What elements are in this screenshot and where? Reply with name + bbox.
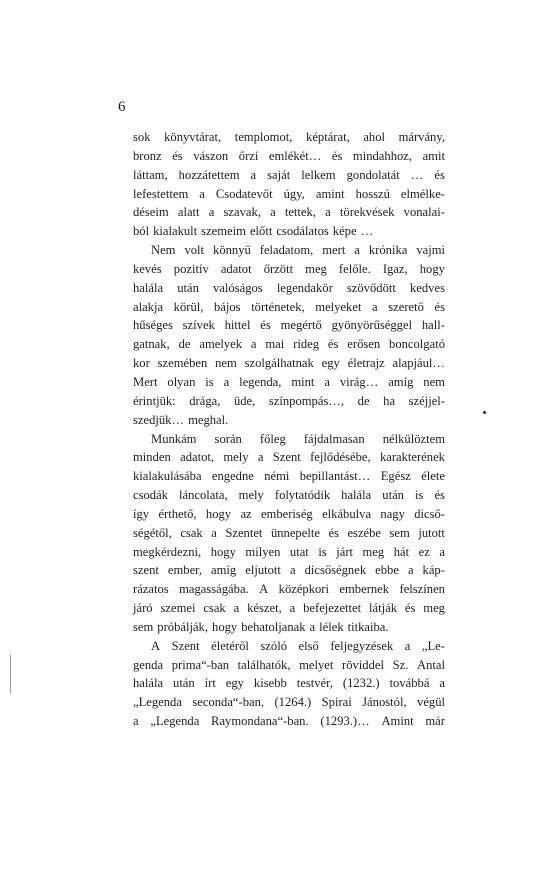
word: megértő <box>280 318 322 333</box>
word: déseim <box>133 205 169 220</box>
word: elmélke- <box>400 186 445 201</box>
word: a <box>324 374 330 389</box>
text-line <box>133 279 445 298</box>
text-line <box>133 203 445 222</box>
text-line <box>133 392 445 411</box>
word: már <box>425 714 445 729</box>
word: sok <box>133 130 151 144</box>
word: melyet <box>299 657 334 672</box>
text-line <box>133 505 445 524</box>
word: karakterének <box>379 450 445 465</box>
word: Antal <box>417 657 445 672</box>
word: széjjel- <box>408 393 445 408</box>
word: virág… <box>339 374 379 389</box>
word: adatot, <box>180 450 215 465</box>
word: (1232.) <box>342 676 380 691</box>
word: hozzátettem <box>178 167 240 182</box>
word: meghal. <box>188 412 229 427</box>
word: írt <box>204 676 216 691</box>
word: előtt <box>249 224 273 239</box>
word: meg <box>423 601 445 616</box>
word: sem <box>133 619 154 634</box>
word: csodák <box>133 488 168 503</box>
word: eljutott <box>245 563 281 578</box>
word: egy <box>321 356 340 371</box>
word: csak <box>180 525 203 540</box>
word: készet, <box>247 601 282 616</box>
word: ahol <box>363 130 385 144</box>
word: üde, <box>233 393 256 408</box>
word: után <box>177 280 199 295</box>
word: mert <box>322 243 346 258</box>
word: ségétől, <box>133 525 172 540</box>
word: saját <box>267 167 291 182</box>
word: utat <box>289 544 309 559</box>
word: olyan <box>167 374 196 389</box>
word: láttam, <box>133 167 168 182</box>
text-line <box>133 316 445 335</box>
word: könyvtárat, <box>164 130 222 144</box>
word: de <box>357 393 370 408</box>
word: minden <box>133 450 171 465</box>
text-line <box>133 674 445 693</box>
word: halála <box>133 280 164 295</box>
text-line <box>133 411 445 430</box>
word: szövődött <box>346 280 396 295</box>
word: szívek <box>182 318 215 333</box>
word: végül <box>417 695 445 710</box>
word: a <box>439 676 445 691</box>
word: szemeim <box>201 224 246 239</box>
word: élete <box>421 469 445 484</box>
word: amint <box>315 186 345 201</box>
word: lélek <box>319 619 344 634</box>
word: pozitív <box>173 261 209 276</box>
word: melyeket <box>315 299 362 314</box>
word: alapjául… <box>392 356 445 371</box>
word: hűséges <box>133 318 173 333</box>
word: gyönyörűséggel <box>331 318 413 333</box>
word: meg <box>305 261 327 276</box>
text-line <box>133 448 445 467</box>
word: szavak, <box>223 205 261 220</box>
word: és <box>327 337 339 352</box>
word: bepillantást… <box>299 469 371 484</box>
word: és <box>331 148 343 163</box>
word: Raymondana“-ban. <box>211 714 309 729</box>
word: őrzött <box>263 261 294 276</box>
text-line <box>133 618 445 637</box>
word: során <box>214 431 242 446</box>
text-line <box>133 486 445 505</box>
word: kialakulásába <box>133 469 202 484</box>
word: a <box>211 525 217 540</box>
word: az <box>240 506 252 521</box>
word: mai <box>265 337 285 352</box>
margin-mark <box>10 655 11 693</box>
word: Mert <box>133 374 158 389</box>
word: hittel <box>224 318 251 333</box>
word: seconda“-ban, <box>192 695 265 710</box>
word: milyen <box>245 544 281 559</box>
text-line <box>133 241 445 260</box>
word: tettek, <box>284 205 316 220</box>
word: adatot <box>220 261 252 276</box>
word: lelkem <box>301 167 336 182</box>
text-line <box>133 656 445 675</box>
word: halála <box>133 676 164 691</box>
word: hosszú <box>355 186 390 201</box>
word: a <box>133 714 139 729</box>
word: járó <box>133 601 153 616</box>
word: körül, <box>173 299 204 314</box>
word: behatoljanak <box>241 619 306 634</box>
text-line <box>133 430 445 449</box>
word: életéről <box>211 638 249 653</box>
word: „Le- <box>421 638 445 653</box>
word: a <box>208 205 215 220</box>
word: halála <box>341 488 372 503</box>
word: magasságába. <box>179 582 249 597</box>
word: próbálják, <box>157 619 209 634</box>
margin-dot <box>483 411 486 414</box>
word: érthető, <box>158 506 197 521</box>
word: kisebb <box>253 676 287 691</box>
word: mely <box>223 450 249 465</box>
word: kevés <box>133 261 162 276</box>
word: szerető <box>388 299 424 314</box>
word: emlékét… <box>268 148 322 163</box>
word: könnyű <box>213 243 251 258</box>
word: a <box>250 337 257 352</box>
word: valóságos <box>213 280 263 295</box>
word: ez <box>418 544 430 559</box>
word: hogy <box>212 619 238 634</box>
word: a <box>372 299 378 314</box>
word: rázatos <box>133 582 169 597</box>
text-line <box>133 712 445 731</box>
word: a <box>289 563 296 578</box>
word: „Legenda <box>150 714 200 729</box>
text-line <box>133 335 445 354</box>
word: legenda, <box>239 374 282 389</box>
word: eszébe <box>347 525 382 540</box>
word: némi <box>264 469 290 484</box>
word: szemében <box>157 356 208 371</box>
word: hogy <box>205 506 232 521</box>
word: a <box>233 601 240 616</box>
word: Szent <box>171 638 200 653</box>
word: elkábulva <box>322 506 372 521</box>
word: mely <box>238 488 264 503</box>
word: engedne <box>211 469 254 484</box>
word: így <box>133 506 150 521</box>
word: márvány, <box>398 130 445 144</box>
text-line <box>133 166 445 185</box>
word: feladatom, <box>259 243 314 258</box>
page-number: 6 <box>118 99 126 115</box>
word: csak <box>203 601 226 616</box>
word: erősen <box>347 337 381 352</box>
word: lefestettem <box>133 186 189 201</box>
word: a <box>289 601 296 616</box>
text-line <box>133 128 445 147</box>
word: feljegyzések <box>330 638 394 653</box>
word: és <box>172 148 183 163</box>
word: volt <box>184 243 205 258</box>
word: „Legenda <box>133 695 182 710</box>
word: színpompás…, <box>268 393 345 408</box>
word: alakja <box>133 299 164 314</box>
word: nem <box>215 356 237 371</box>
word: (1293.)… <box>320 714 370 729</box>
word: templomot, <box>234 130 293 144</box>
word: szedjük… <box>133 412 185 427</box>
word: káp- <box>422 563 445 578</box>
word: a <box>309 619 316 634</box>
word: is <box>205 374 214 389</box>
word: után <box>382 488 404 503</box>
word: fájdalmasan <box>303 431 365 446</box>
word: bájos <box>214 299 241 314</box>
word: Igaz, <box>382 261 408 276</box>
word: Szentet <box>225 525 263 540</box>
word: továbbá <box>389 676 430 691</box>
word: szóló <box>260 638 287 653</box>
word: prima“-ban <box>171 657 230 672</box>
word: és <box>434 488 445 503</box>
word: kedves <box>410 280 445 295</box>
word: rideg <box>293 337 320 352</box>
word: A <box>259 582 269 597</box>
text-line <box>133 637 445 656</box>
text-line <box>133 543 445 562</box>
word: első <box>298 638 319 653</box>
word: a <box>404 638 411 653</box>
word: ha <box>383 393 396 408</box>
word: gondolatát <box>346 167 400 182</box>
word: embernek <box>339 582 390 597</box>
word: csodálatos <box>276 224 329 239</box>
text-line <box>133 260 445 279</box>
word: vajmi <box>416 243 445 258</box>
word: alatt <box>177 205 200 220</box>
word: felőle. <box>338 261 371 276</box>
word: testvér, <box>296 676 333 691</box>
word: szent <box>133 563 159 578</box>
word: folytatódik <box>274 488 331 503</box>
word: amit <box>422 148 445 163</box>
word: meg <box>362 544 385 559</box>
word: amelyek <box>199 337 243 352</box>
word: hogy <box>210 544 236 559</box>
word: amíg <box>211 563 237 578</box>
word: a <box>354 243 360 258</box>
word: felszínen <box>399 582 445 597</box>
word: nagy <box>380 506 405 521</box>
word: úgy, <box>283 186 305 201</box>
word: gatnak, <box>133 337 170 352</box>
word: ebbe <box>375 563 399 578</box>
word: is <box>415 488 424 503</box>
text-line <box>133 185 445 204</box>
word: vászon <box>193 148 229 163</box>
word: hogy <box>419 261 445 276</box>
word: röviddel <box>342 657 384 672</box>
word: egy <box>225 676 244 691</box>
text-line <box>133 147 445 166</box>
word: és <box>328 525 339 540</box>
word: kor <box>133 356 150 371</box>
word: és <box>434 167 445 182</box>
word: a <box>223 374 230 389</box>
word: a <box>407 563 414 578</box>
word: a <box>250 167 257 182</box>
text-line <box>133 467 445 486</box>
word: ünnepelte <box>270 525 320 540</box>
word: Szent <box>272 450 301 465</box>
word: hát <box>393 544 410 559</box>
word: … <box>360 224 374 239</box>
word: Jánostól, <box>362 695 407 710</box>
word: látják <box>369 601 398 616</box>
word: Egész <box>380 469 411 484</box>
text-line <box>133 693 445 712</box>
word: … <box>410 167 424 182</box>
word: találhatók, <box>237 657 291 672</box>
word: nélkülöztem <box>382 431 445 446</box>
word: Sz. <box>392 657 409 672</box>
word: és <box>404 601 416 616</box>
word: és <box>434 299 445 314</box>
text-line <box>133 599 445 618</box>
word: szolgálhatnak <box>244 356 314 371</box>
body-text <box>133 128 445 731</box>
word: törekvések <box>339 205 395 220</box>
text-line <box>133 580 445 599</box>
word: dicsőségnek <box>304 563 367 578</box>
word: krónika <box>368 243 408 258</box>
text-line <box>133 222 445 241</box>
word: a <box>257 450 264 465</box>
text-line <box>133 561 445 580</box>
word: sem <box>389 525 410 540</box>
word: szemei <box>160 601 196 616</box>
word: de <box>178 337 191 352</box>
word: Csodatevőt <box>215 186 273 201</box>
word: amíg <box>388 374 414 389</box>
word: a <box>199 186 205 201</box>
word: középkori <box>278 582 329 597</box>
word: is <box>318 544 327 559</box>
word: kialakult <box>153 224 198 239</box>
word: ból <box>133 224 150 239</box>
word: a <box>270 205 276 220</box>
word: vonalai- <box>403 205 445 220</box>
word: befejezettet <box>303 601 362 616</box>
word: mindahhoz, <box>352 148 413 163</box>
word: jutott <box>418 525 445 540</box>
word: képtárat, <box>306 130 350 144</box>
word: hall- <box>421 318 445 333</box>
word: láncolata, <box>179 488 228 503</box>
word: legendakör <box>276 280 333 295</box>
word: mint <box>291 374 315 389</box>
word: életrajz <box>347 356 385 371</box>
word: és <box>260 318 271 333</box>
text-line <box>133 354 445 373</box>
word: a <box>439 544 445 559</box>
word: drága, <box>189 393 221 408</box>
text-line <box>133 373 445 392</box>
word: fejlődésébe, <box>310 450 371 465</box>
word: Spirai <box>321 695 352 710</box>
word: Nem <box>151 243 176 258</box>
word: Munkám <box>151 431 197 446</box>
word: érintjük: <box>133 393 176 408</box>
word: emberiség <box>260 506 313 521</box>
text-line <box>133 298 445 317</box>
word: után <box>173 676 195 691</box>
word: a <box>325 205 331 220</box>
word: genda <box>133 657 164 672</box>
word: főleg <box>259 431 286 446</box>
word: (1264.) <box>274 695 312 710</box>
word: dicső- <box>414 506 445 521</box>
word: bronz <box>133 148 162 163</box>
word: járt <box>336 544 354 559</box>
word: képe <box>332 224 357 239</box>
word: ember, <box>167 563 203 578</box>
word: történetek, <box>251 299 305 314</box>
word: boncolgató <box>389 337 445 352</box>
text-line <box>133 524 445 543</box>
word: Amint <box>381 714 414 729</box>
word: A <box>151 638 161 653</box>
word: nem <box>423 374 445 389</box>
word: megkérdezni, <box>133 544 202 559</box>
word: titkaiba. <box>347 619 389 634</box>
word: őrzi <box>238 148 259 163</box>
